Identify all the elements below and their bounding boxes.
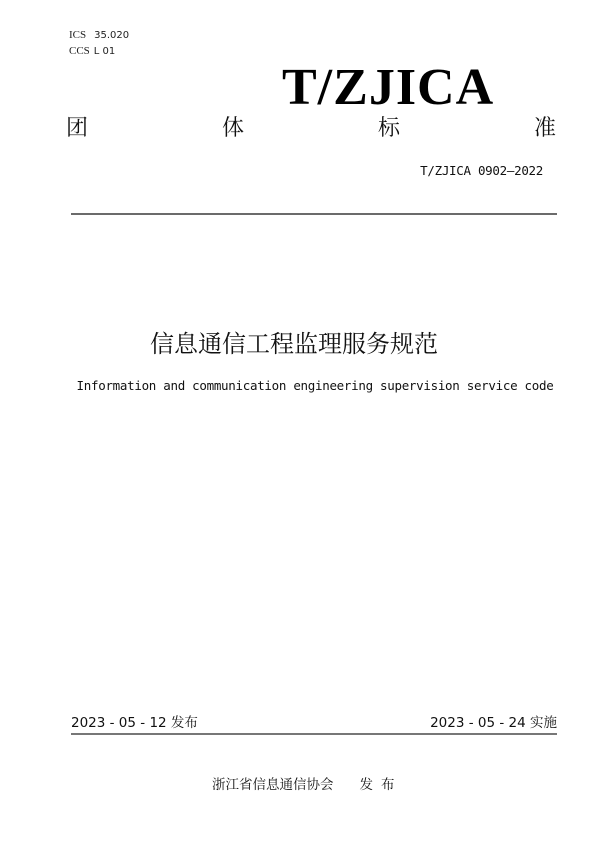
- footer-divider: [71, 733, 557, 735]
- ics-value: 35.020: [94, 30, 130, 41]
- implementation-date: 2023 - 05 - 24 实施: [430, 715, 557, 731]
- publisher-line: [212, 776, 403, 794]
- standard-kind-heading: [66, 114, 556, 144]
- standard-brand-logo: T/ZJICA: [282, 59, 495, 116]
- document-title-english: Information and communication engineering supervision service code: [76, 378, 554, 393]
- header-divider: [71, 213, 557, 215]
- standard-kind-char: 准: [533, 116, 556, 141]
- standard-code: T/ZJICA 0902—2022: [420, 163, 543, 178]
- standard-kind-char: 标: [377, 116, 400, 141]
- standard-kind-char: 团: [66, 116, 89, 141]
- document-title-chinese: 信息通信工程监理服务规范: [150, 330, 438, 358]
- publisher-name: 浙江省信息通信协会: [212, 777, 334, 793]
- publish-action: 发布: [359, 777, 403, 793]
- ics-label: ICS: [69, 29, 87, 41]
- ccs-label: CCS: [69, 45, 90, 57]
- ccs-value: L 01: [93, 46, 116, 57]
- standard-kind-char: 体: [221, 116, 244, 141]
- ics-classification: [69, 29, 129, 42]
- issue-date: 2023 - 05 - 12 发布: [71, 715, 198, 731]
- ccs-classification: [69, 45, 115, 58]
